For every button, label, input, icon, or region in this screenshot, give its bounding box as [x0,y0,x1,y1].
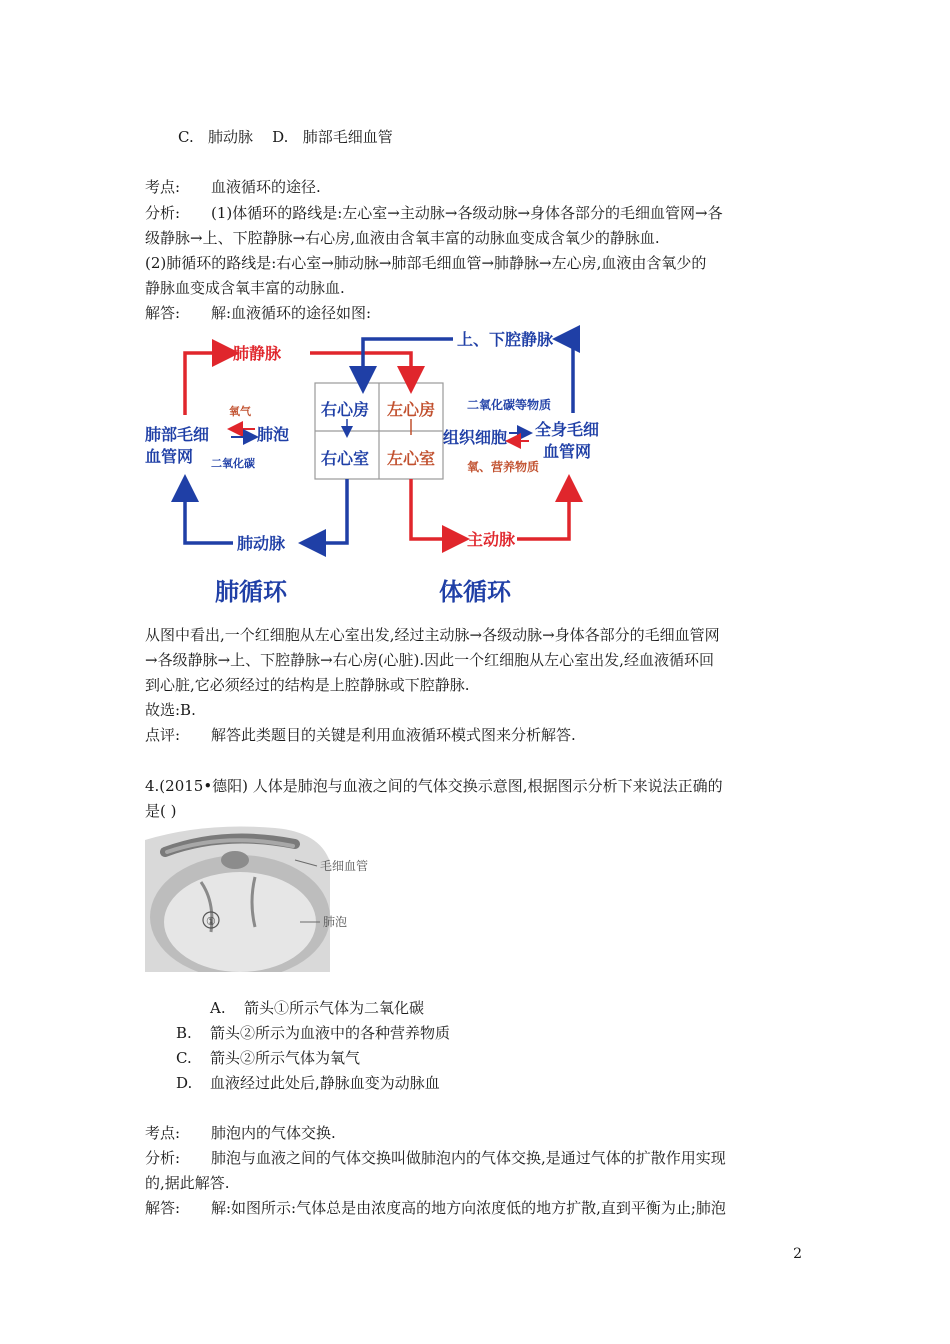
option-key: C. [176,1049,192,1067]
aorta-label: 主动脉 [467,530,516,549]
blood-circulation-diagram [145,325,605,610]
fenxi-text: 的,据此解答. [145,1174,230,1192]
fenxi-text: (1)体循环的路线是:左心室→主动脉→各级动脉→身体各部分的毛细血管网→各 [211,204,723,222]
jieda-label: 解答: [145,1199,181,1217]
co2-label: 二氧化碳 [211,457,255,470]
capillary-label: 毛细血管 [320,859,369,873]
option-c [176,1047,360,1069]
option-key: C. [178,128,194,146]
vena-cava-label: 上、下腔静脉 [457,330,554,349]
page-number: 2 [793,1246,802,1262]
right-ventricle-label: 右心室 [321,449,370,468]
kaodian-row [145,1122,336,1144]
option-key: A. [210,999,226,1017]
pulmonary-circulation-title: 肺循环 [215,577,287,606]
option-text: 箭头①所示气体为二氧化碳 [244,999,425,1017]
fenxi-row [145,1147,726,1169]
fenxi-text: 级静脉→上、下腔静脉→右心房,血液由含氧丰富的动脉血变成含氧少的静脉血. [145,229,660,247]
prev-option-row [178,126,393,148]
aorta-arrow [517,481,569,539]
option-d [176,1072,440,1094]
kaodian-row [145,176,321,198]
option-b [176,1022,450,1044]
systemic-circulation-title: 体循环 [439,577,511,606]
co2-etc-label: 二氧化碳等物质 [467,398,552,412]
jieda-text: 解:如图所示:气体总是由浓度高的地方向浓度低的地方扩散,直到平衡为止;肺泡 [211,1199,726,1217]
lung-capillary-label: 血管网 [145,447,194,466]
fenxi-text: 静脉血变成含氧丰富的动脉血. [145,279,345,297]
dianping-text: 解答此类题目的关键是利用血液循环模式图来分析解答. [211,726,576,744]
option-a [210,997,424,1019]
option-text: 肺部毛细血管 [302,128,393,146]
explanation-text: 到心脏,它必须经过的结构是上腔静脉或下腔静脉. [145,676,470,694]
jieda-row [145,302,371,324]
option-text: 血液经过此处后,静脉血变为动脉血 [210,1074,440,1092]
oxygen-nutrients-label: 氧、营养物质 [467,460,540,474]
jieda-label: 解答: [145,304,181,322]
vena-cava-arrow [559,339,573,413]
pulmonary-artery-arrow [305,479,347,543]
question-stem: 是( ) [145,802,177,820]
kaodian-text: 血液循环的途径. [211,178,321,196]
kaodian-label: 考点: [145,178,181,196]
oxygen-label: 氧气 [229,405,251,418]
option-key: D. [272,128,289,146]
option-key: B. [176,1024,192,1042]
option-key: D. [176,1074,193,1092]
kaodian-text: 肺泡内的气体交换. [211,1124,336,1142]
alveolus-gas-exchange-image [145,822,385,972]
dianping-row [145,724,576,746]
jieda-row [145,1197,726,1219]
fenxi-label: 分析: [145,204,181,222]
question-stem: 4.(2015•德阳) 人体是肺泡与血液之间的气体交换示意图,根据图示分析下来说法正确的 [145,777,723,795]
tissue-cell-label: 组织细胞 [443,428,508,447]
body-capillary-label: 全身毛细 [535,420,600,439]
heart-grid [315,383,443,479]
option-text: 箭头②所示气体为氧气 [210,1049,361,1067]
left-atrium-label: 左心房 [387,400,436,419]
option-text: 箭头②所示为血液中的各种营养物质 [210,1024,451,1042]
body-capillary-label: 血管网 [543,442,592,461]
kaodian-label: 考点: [145,1124,181,1142]
explanation-text: →各级静脉→上、下腔静脉→右心房(心脏).因此一个红细胞从左心室出发,经血液循环回 [145,651,714,669]
fenxi-text: 肺泡与血液之间的气体交换叫做肺泡内的气体交换,是通过气体的扩散作用实现 [211,1149,726,1167]
pulmonary-vein-label: 肺静脉 [233,344,282,363]
fenxi-label: 分析: [145,1149,181,1167]
fenxi-text: (2)肺循环的路线是:右心室→肺动脉→肺部毛细血管→肺静脉→左心房,血液由含氧少的 [145,254,707,272]
aorta-arrow [411,479,463,539]
option-text: 肺动脉 [208,128,254,146]
jieda-text: 解:血液循环的途径如图: [211,304,372,322]
answer-text: 故选:B. [145,701,196,719]
alveolus-label: 肺泡 [323,915,348,929]
fenxi-row [145,202,723,224]
dianping-label: 点评: [145,726,181,744]
left-ventricle-label: 左心室 [387,449,436,468]
explanation-text: 从图中看出,一个红细胞从左心室出发,经过主动脉→各级动脉→身体各部分的毛细血管网 [145,626,720,644]
pulmonary-vein-arrow [310,353,411,387]
pulmonary-artery-arrow [185,481,233,543]
alveolus-label: 肺泡 [257,425,290,444]
marker-1-label: ① [206,915,216,928]
pulmonary-artery-label: 肺动脉 [237,534,286,553]
vena-cava-arrow [363,339,453,387]
right-atrium-label: 右心房 [321,400,370,419]
pulmonary-vein-arrow [185,353,233,415]
lung-capillary-label: 肺部毛细 [145,425,210,444]
